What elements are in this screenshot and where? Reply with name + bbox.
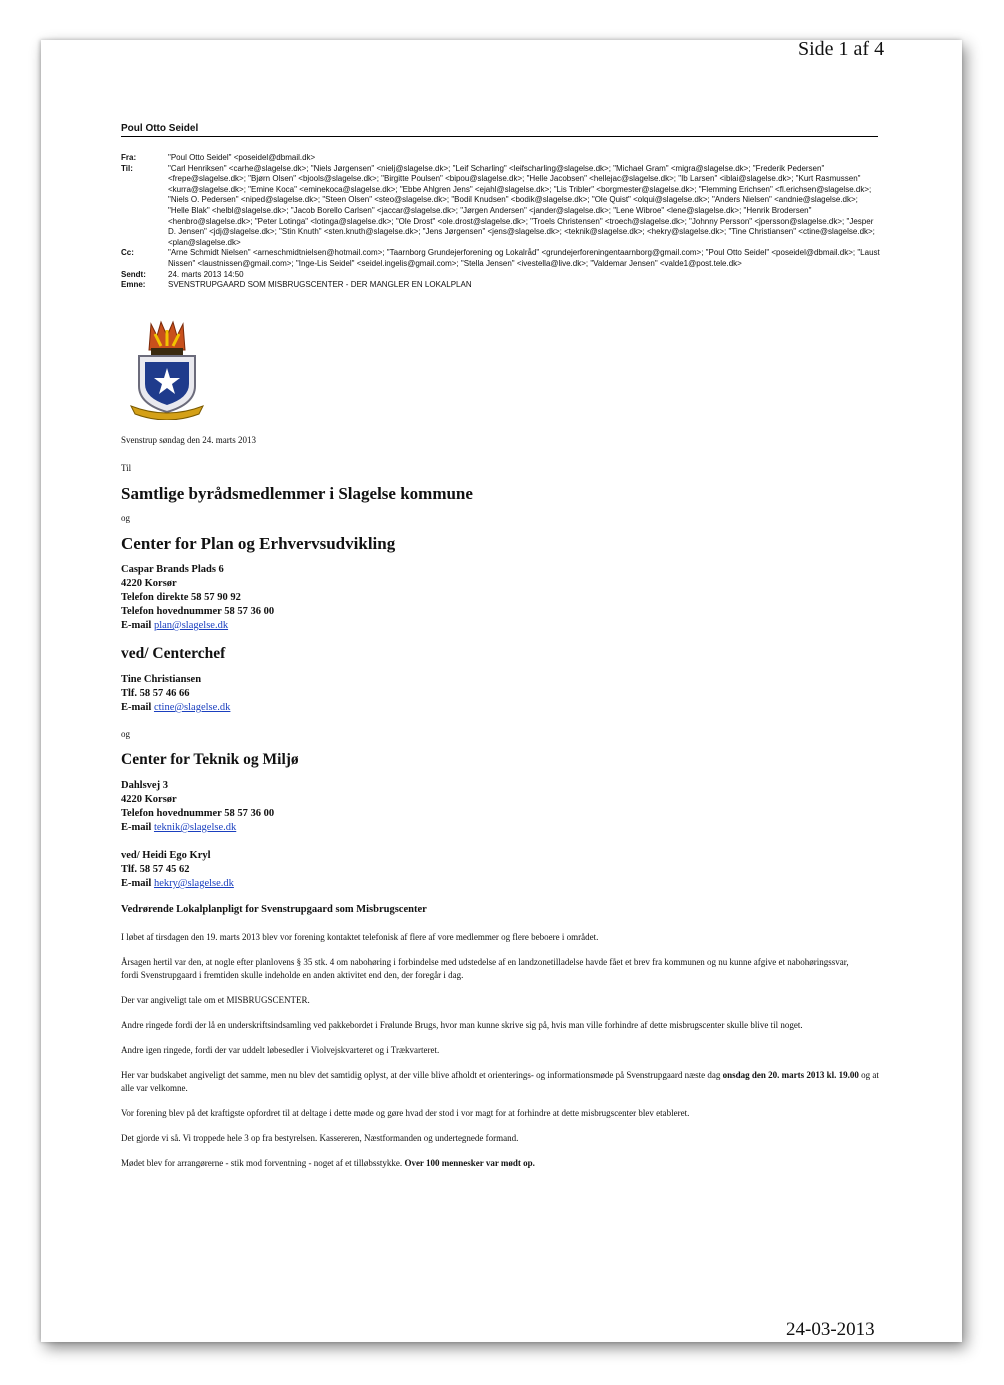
address-line: Telefon direkte 58 57 90 92 <box>121 592 241 603</box>
paragraph: Det gjorde vi så. Vi troppede hele 3 op fra bestyrelsen. Kassereren, Næstformanden og undertegnede formand. <box>121 1133 519 1143</box>
meeting-date: onsdag den 20. marts 2013 kl. 19.00 <box>722 1070 859 1080</box>
attendance-note: Over 100 mennesker var mødt op. <box>404 1158 535 1168</box>
to-label: Til <box>121 463 132 473</box>
recipient-heading-plan: Center for Plan og Erhvervsudvikling <box>121 534 396 553</box>
letter-paragraphs <box>121 931 891 1170</box>
address-line: Telefon hovednummer 58 57 36 00 <box>121 606 275 617</box>
header-value: SVENSTRUPGAARD SOM MISBRUGSCENTER - DER MANGLER EN LOKALPLAN <box>168 280 472 290</box>
text-run: Her var budskabet angiveligt det samme, men nu blev det samtidig oplyst, at der ville blive afholdt et orienterings- og informationsmøde på Svenstrupgaard næste dag <box>121 1070 721 1080</box>
header-row-from <box>121 153 881 164</box>
email-label: E-mail <box>121 702 152 713</box>
address-line: Caspar Brands Plads 6 <box>121 564 224 575</box>
og-label: og <box>121 729 130 739</box>
sender-name: Poul Otto Seidel <box>121 123 199 134</box>
address-line: Telefon hovednummer 58 57 36 00 <box>121 808 275 819</box>
address-line: 4220 Korsør <box>121 794 177 805</box>
header-value: "Carl Henriksen" <carhe@slagelse.dk>; "Niels Jørgensen" <nielj@slagelse.dk>; "Leif Scharling" <leifscharling@slagelse.dk>; "Michael Gram" <migra@slagelse.dk>; "Frederik Pedersen" <frepe@slagelse.dk>; "Bjørn Olsen" <bjools@slagelse.dk>; "Birgitte Poulsen" <bipou@slagelse.dk>; "Helle Jacobsen" <hellejac@slagelse.dk>; "Ib Larsen" <iblai@slagelse.dk>; "Kurt Rasmussen" <kurra@slagelse.dk>; "Emine Koca" <eminekoca@slagelse.dk>; "Ebbe Ahlgren Jens" <ejahl@slagelse.dk>; "Lis Tribler" <borgmester@slagelse.dk>; "Flemming Erichsen" <fl.erichsen@slagelse.dk>; "Niels O. Pedersen" <niped@slagelse.dk>; "Steen Olsen" <steo@slagelse.dk>; "Bodil Knudsen" <bodik@slagelse.dk>; "Ole Quist" <olqui@slagelse.dk>; "Anders Nielsen" <andnie@slagelse.dk>; "Helle Blak" <helbl@slagelse.dk>; "Jacob Borello Carlsen" <jaccar@slagelse.dk>; "Jørgen Andersen" <jander@slagelse.dk>; "Lene Wibroe" <lene@slagelse.dk>; "Henrik Brodersen" <henbro@slagelse.dk>; "Peter Lotinga" <lotinga@slagelse.dk>; "Ole Drost" <ole.drost@slagelse.dk>; "Troels Christensen" <troech@slagelse.dk>; "Johnny Persson" <jpersson@slagelse.dk>; "Jesper D. Jensen" <jdj@slagelse.dk>; "Stin Knuth" <sten.knuth@slagelse.dk>; "Jens Jørgensen" <jens@slagelse.dk>; <teknik@slagelse.dk>; <hekry@slagelse.dk>; "Tine Christiansen" <ctine@slagelse.dk>; <plan@slagelse.dk> <box>168 163 875 247</box>
paragraph: I løbet af tirsdagen den 19. marts 2013 blev vor forening kontaktet telefonisk af flere af vore medlemmer og flere beboere i området. <box>121 932 599 942</box>
text-run: og at alle var velkomne. <box>121 1070 879 1093</box>
text-run: Mødet blev for arrangørerne - stik mod forventning - noget af et tilløbsstykke. <box>121 1158 403 1168</box>
og-label: og <box>121 513 130 523</box>
contact-heidi <box>121 849 891 891</box>
address-line: Dahlsvej 3 <box>121 780 168 791</box>
header-row-sent <box>121 270 881 281</box>
header-label: Emne: <box>121 280 146 290</box>
contact-phone: Tlf. 58 57 46 66 <box>121 688 190 699</box>
paragraph: Andre igen ringede, fordi der var uddelt løbesedler i Violvejskvarteret og i Trækvarteret. <box>121 1045 440 1055</box>
header-row-subject <box>121 280 881 291</box>
contact-name: Tine Christiansen <box>121 674 202 685</box>
paragraph: Vor forening blev på det kraftigste opfordret til at deltage i dette møde og gøre hvad der stod i vor magt for at forhindre at dette misbrugscenter blev etableret. <box>121 1108 690 1118</box>
header-label: Fra: <box>121 153 137 162</box>
contact-name: ved/ Heidi Ego Kryl <box>121 850 211 861</box>
header-value: "Arne Schmidt Nielsen" <arneschmidtnielsen@hotmail.com>; "Taarnborg Grundejerforening og Lokalråd" <grundejerforeningentaarnborg@gmail.com>; "Poul Otto Seidel" <poseidel@dbmail.dk>; "Laust Nissen" <laustnissen@gmail.com>; "Inge-Lis Seidel" <seidel.ingelis@gmail.com>; "Stella Jensen" <ivestella@live.dk>; "Valdemar Jensen" <valde1@post.tele.dk> <box>168 248 880 268</box>
paragraph: Årsagen hertil var den, at nogle efter planlovens § 35 stk. 4 om nabohøring i forbindelse med udstedelse af en landzonetilladelse havde fået et brev fra kommunen og nu kunne afgive et nabohøringssvar, <box>121 957 849 967</box>
paragraph <box>121 1069 891 1095</box>
header-value: 24. marts 2013 14:50 <box>168 269 244 279</box>
paragraph: fordi Svenstrupgaard i fremtiden skulle indeholde en anden aktivitet end den, der foregår i dag. <box>121 970 464 980</box>
paragraph: Der var angiveligt tale om et MISBRUGSCENTER. <box>121 995 310 1005</box>
email-link-plan[interactable]: plan@slagelse.dk <box>153 620 229 631</box>
email-label: E-mail <box>121 822 152 833</box>
header-value: "Poul Otto Seidel" <poseidel@dbmail.dk> <box>168 153 316 162</box>
page-number: Side 1 af 4 <box>798 40 885 60</box>
header-label: Sendt: <box>121 269 146 279</box>
coat-of-arms-icon <box>121 320 213 420</box>
recipient-heading-council: Samtlige byrådsmedlemmer i Slagelse kommune <box>121 484 473 503</box>
email-label: E-mail <box>121 620 152 631</box>
email-line <box>121 619 891 633</box>
recipient-heading-teknik: Center for Teknik og Miljø <box>121 751 299 768</box>
email-line <box>121 701 891 715</box>
email-line <box>121 821 891 835</box>
header-label: Til: <box>121 163 133 173</box>
contact-tine <box>121 673 891 715</box>
dateline: Svenstrup søndag den 24. marts 2013 <box>121 435 256 445</box>
document-page <box>41 40 962 1342</box>
paragraph <box>121 1157 891 1170</box>
recipient-heading-centerchef: ved/ Centerchef <box>121 645 226 662</box>
paragraph: Andre ringede fordi der lå en underskriftsindsamling ved pakkebordet i Frølunde Brugs, hvor man kunne skrive sig på, hvis man ville forhindre af dette misbrugscenter skulle blive til noget. <box>121 1020 803 1030</box>
email-link-ctine[interactable]: ctine@slagelse.dk <box>153 702 231 713</box>
contact-phone: Tlf. 58 57 45 62 <box>121 864 190 875</box>
header-row-cc <box>121 248 881 269</box>
header-row-to <box>121 164 881 249</box>
plan-address <box>121 563 891 633</box>
address-line: 4220 Korsør <box>121 578 177 589</box>
letter-body <box>121 433 891 1170</box>
header-rule <box>121 136 878 137</box>
email-link-teknik[interactable]: teknik@slagelse.dk <box>153 822 237 833</box>
teknik-address <box>121 779 891 835</box>
email-line <box>121 877 891 891</box>
email-header <box>121 153 881 291</box>
header-label: Cc: <box>121 248 134 258</box>
subject-line: Vedrørende Lokalplanpligt for Svenstrupgaard som Misbrugscenter <box>121 904 427 915</box>
email-link-hekry[interactable]: hekry@slagelse.dk <box>153 878 234 889</box>
footer-date: 24-03-2013 <box>786 1319 875 1340</box>
email-label: E-mail <box>121 878 152 889</box>
